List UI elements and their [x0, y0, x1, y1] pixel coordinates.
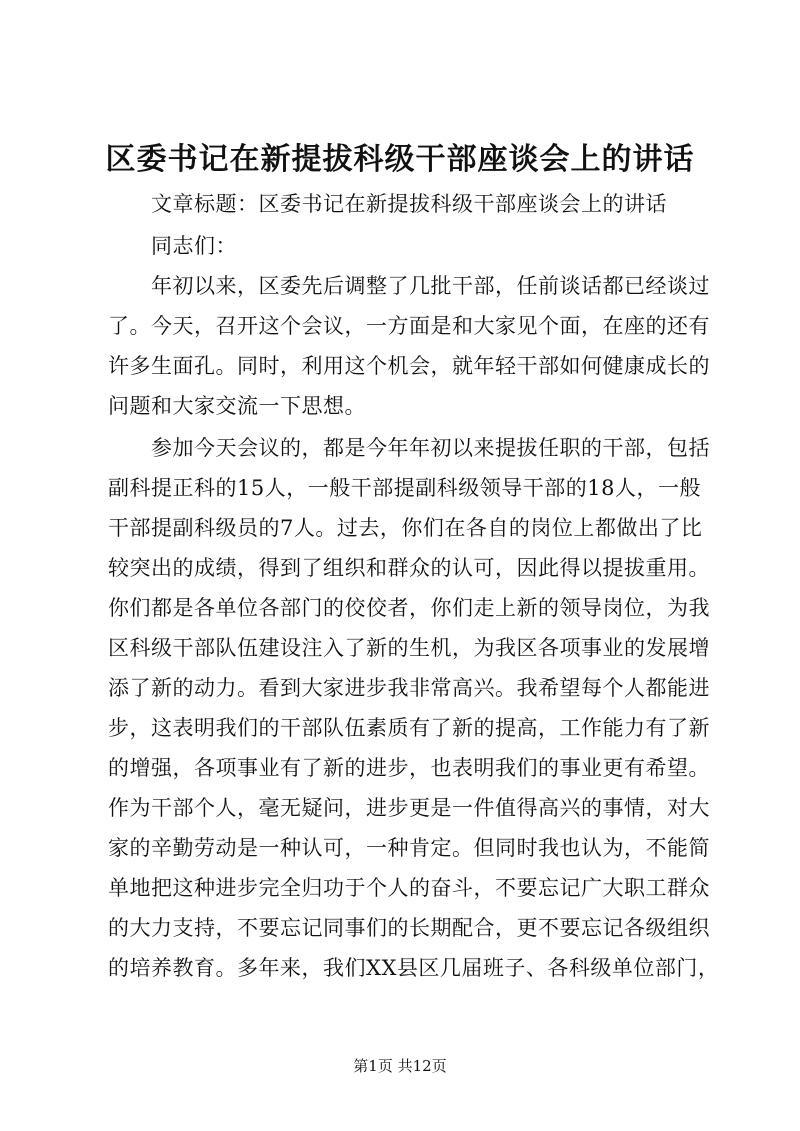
body-line: 的增强，各项事业有了新的进步，也表明我们的事业更有希望。 — [108, 756, 710, 780]
body-line: 区科级干部队伍建设注入了新的生机，为我区各项事业的发展增 — [108, 636, 710, 660]
body-line: 了。今天，召开这个会议，一方面是和大家见个面，在座的还有 — [108, 314, 710, 338]
body-line: 年初以来，区委先后调整了几批干部，任前谈话都已经谈过 — [108, 274, 710, 298]
body-line: 较突出的成绩，得到了组织和群众的认可，因此得以提拔重用。 — [108, 556, 710, 580]
body-line: 作为干部个人，毫无疑问，进步更是一件值得高兴的事情，对大 — [108, 796, 710, 820]
body-line: 许多生面孔。同时，利用这个机会，就年轻干部如何健康成长的 — [108, 354, 710, 378]
body-line: 同志们： — [108, 234, 237, 258]
document-title: 区委书记在新提拔科级干部座谈会上的讲话 — [105, 142, 695, 177]
body-line: 添了新的动力。看到大家进步我非常高兴。我希望每个人都能进 — [108, 676, 710, 700]
body-line: 单地把这种进步完全归功于个人的奋斗，不要忘记广大职工群众 — [108, 876, 710, 900]
body-line: 问题和大家交流一下思想。 — [108, 394, 366, 418]
body-line: 步，这表明我们的干部队伍素质有了新的提高，工作能力有了新 — [108, 716, 710, 740]
body-line: 你们都是各单位各部门的佼佼者，你们走上新的领导岗位，为我 — [108, 596, 710, 620]
body-line: 干部提副科级员的7人。过去，你们在各自的岗位上都做出了比 — [108, 516, 703, 540]
body-line: 家的辛勤劳动是一种认可，一种肯定。但同时我也认为，不能简 — [108, 836, 710, 860]
body-line: 参加今天会议的，都是今年年初以来提拔任职的干部，包括 — [108, 436, 710, 460]
page-indicator: 第1页 共12页 — [353, 1057, 447, 1075]
body-line: 的大力支持，不要忘记同事们的长期配合，更不要忘记各级组织 — [108, 916, 710, 940]
body-line: 文章标题：区委书记在新提拔科级干部座谈会上的讲话 — [108, 192, 667, 216]
body-line: 副科提正科的15人，一般干部提副科级领导干部的18人，一般 — [108, 476, 701, 500]
body-line: 的培养教育。多年来，我们XX县区几届班子、各科级单位部门， — [108, 956, 720, 980]
